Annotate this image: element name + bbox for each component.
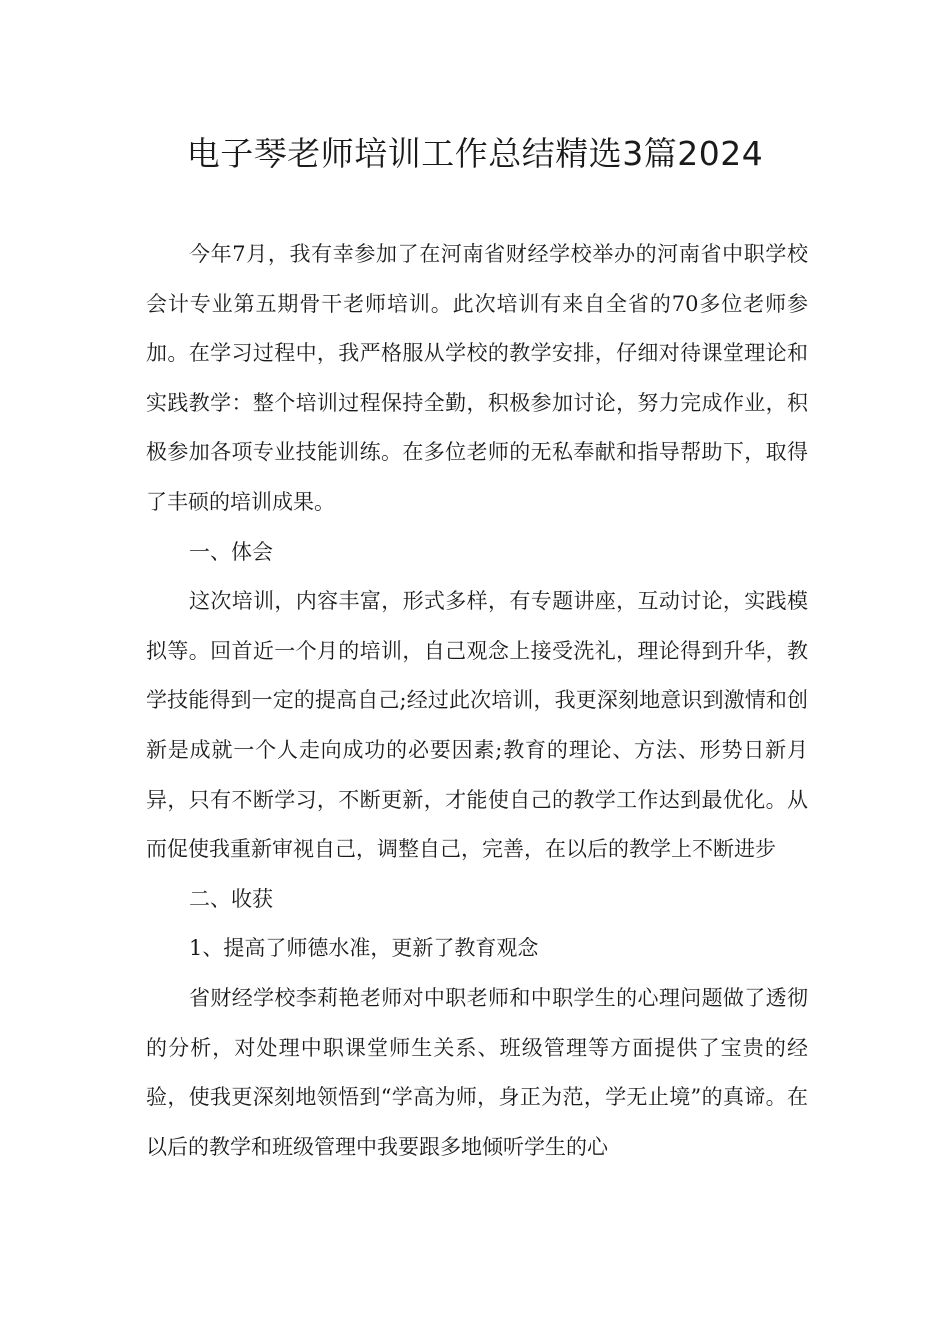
document-title: 电子琴老师培训工作总结精选3篇2024: [186, 134, 764, 173]
section-heading-gains: 二、收获: [189, 886, 273, 911]
paragraph-ethics: 省财经学校李莉艳老师对中职老师和中职学生的心理问题做了透彻的分析，对处理中职课堂师生关系、班级管理等方面提供了宝贵的经验，使我更深刻地领悟到“学高为师，身正为范，学无止境”的真谛。在以后的教学和班级管理中我要跟多地倾听学生的心: [146, 985, 808, 1159]
document-body: [146, 230, 808, 1172]
subheading-ethics: 1、提高了师德水准，更新了教育观念: [189, 936, 539, 961]
section-heading-experience: 一、体会: [189, 539, 273, 564]
paragraph-intro: 今年7月，我有幸参加了在河南省财经学校举办的河南省中职学校会计专业第五期骨干老师培训。此次培训有来自全省的70多位老师参加。在学习过程中，我严格服从学校的教学安排，仔细对待课堂理论和实践教学：整个培训过程保持全勤，积极参加讨论，努力完成作业，积极参加各项专业技能训练。在多位老师的无私奉献和指导帮助下，取得了丰硕的培训成果。: [146, 242, 808, 514]
paragraph-experience: 这次培训，内容丰富，形式多样，有专题讲座，互动讨论，实践模拟等。回首近一个月的培训，自己观念上接受洗礼，理论得到升华，教学技能得到一定的提高自己;经过此次培训，我更深刻地意识到激情和创新是成就一个人走向成功的必要因素;教育的理论、方法、形势日新月异，只有不断学习，不断更新，才能使自己的教学工作达到最优化。从而促使我重新审视自己，调整自己，完善，在以后的教学上不断进步: [146, 589, 808, 862]
